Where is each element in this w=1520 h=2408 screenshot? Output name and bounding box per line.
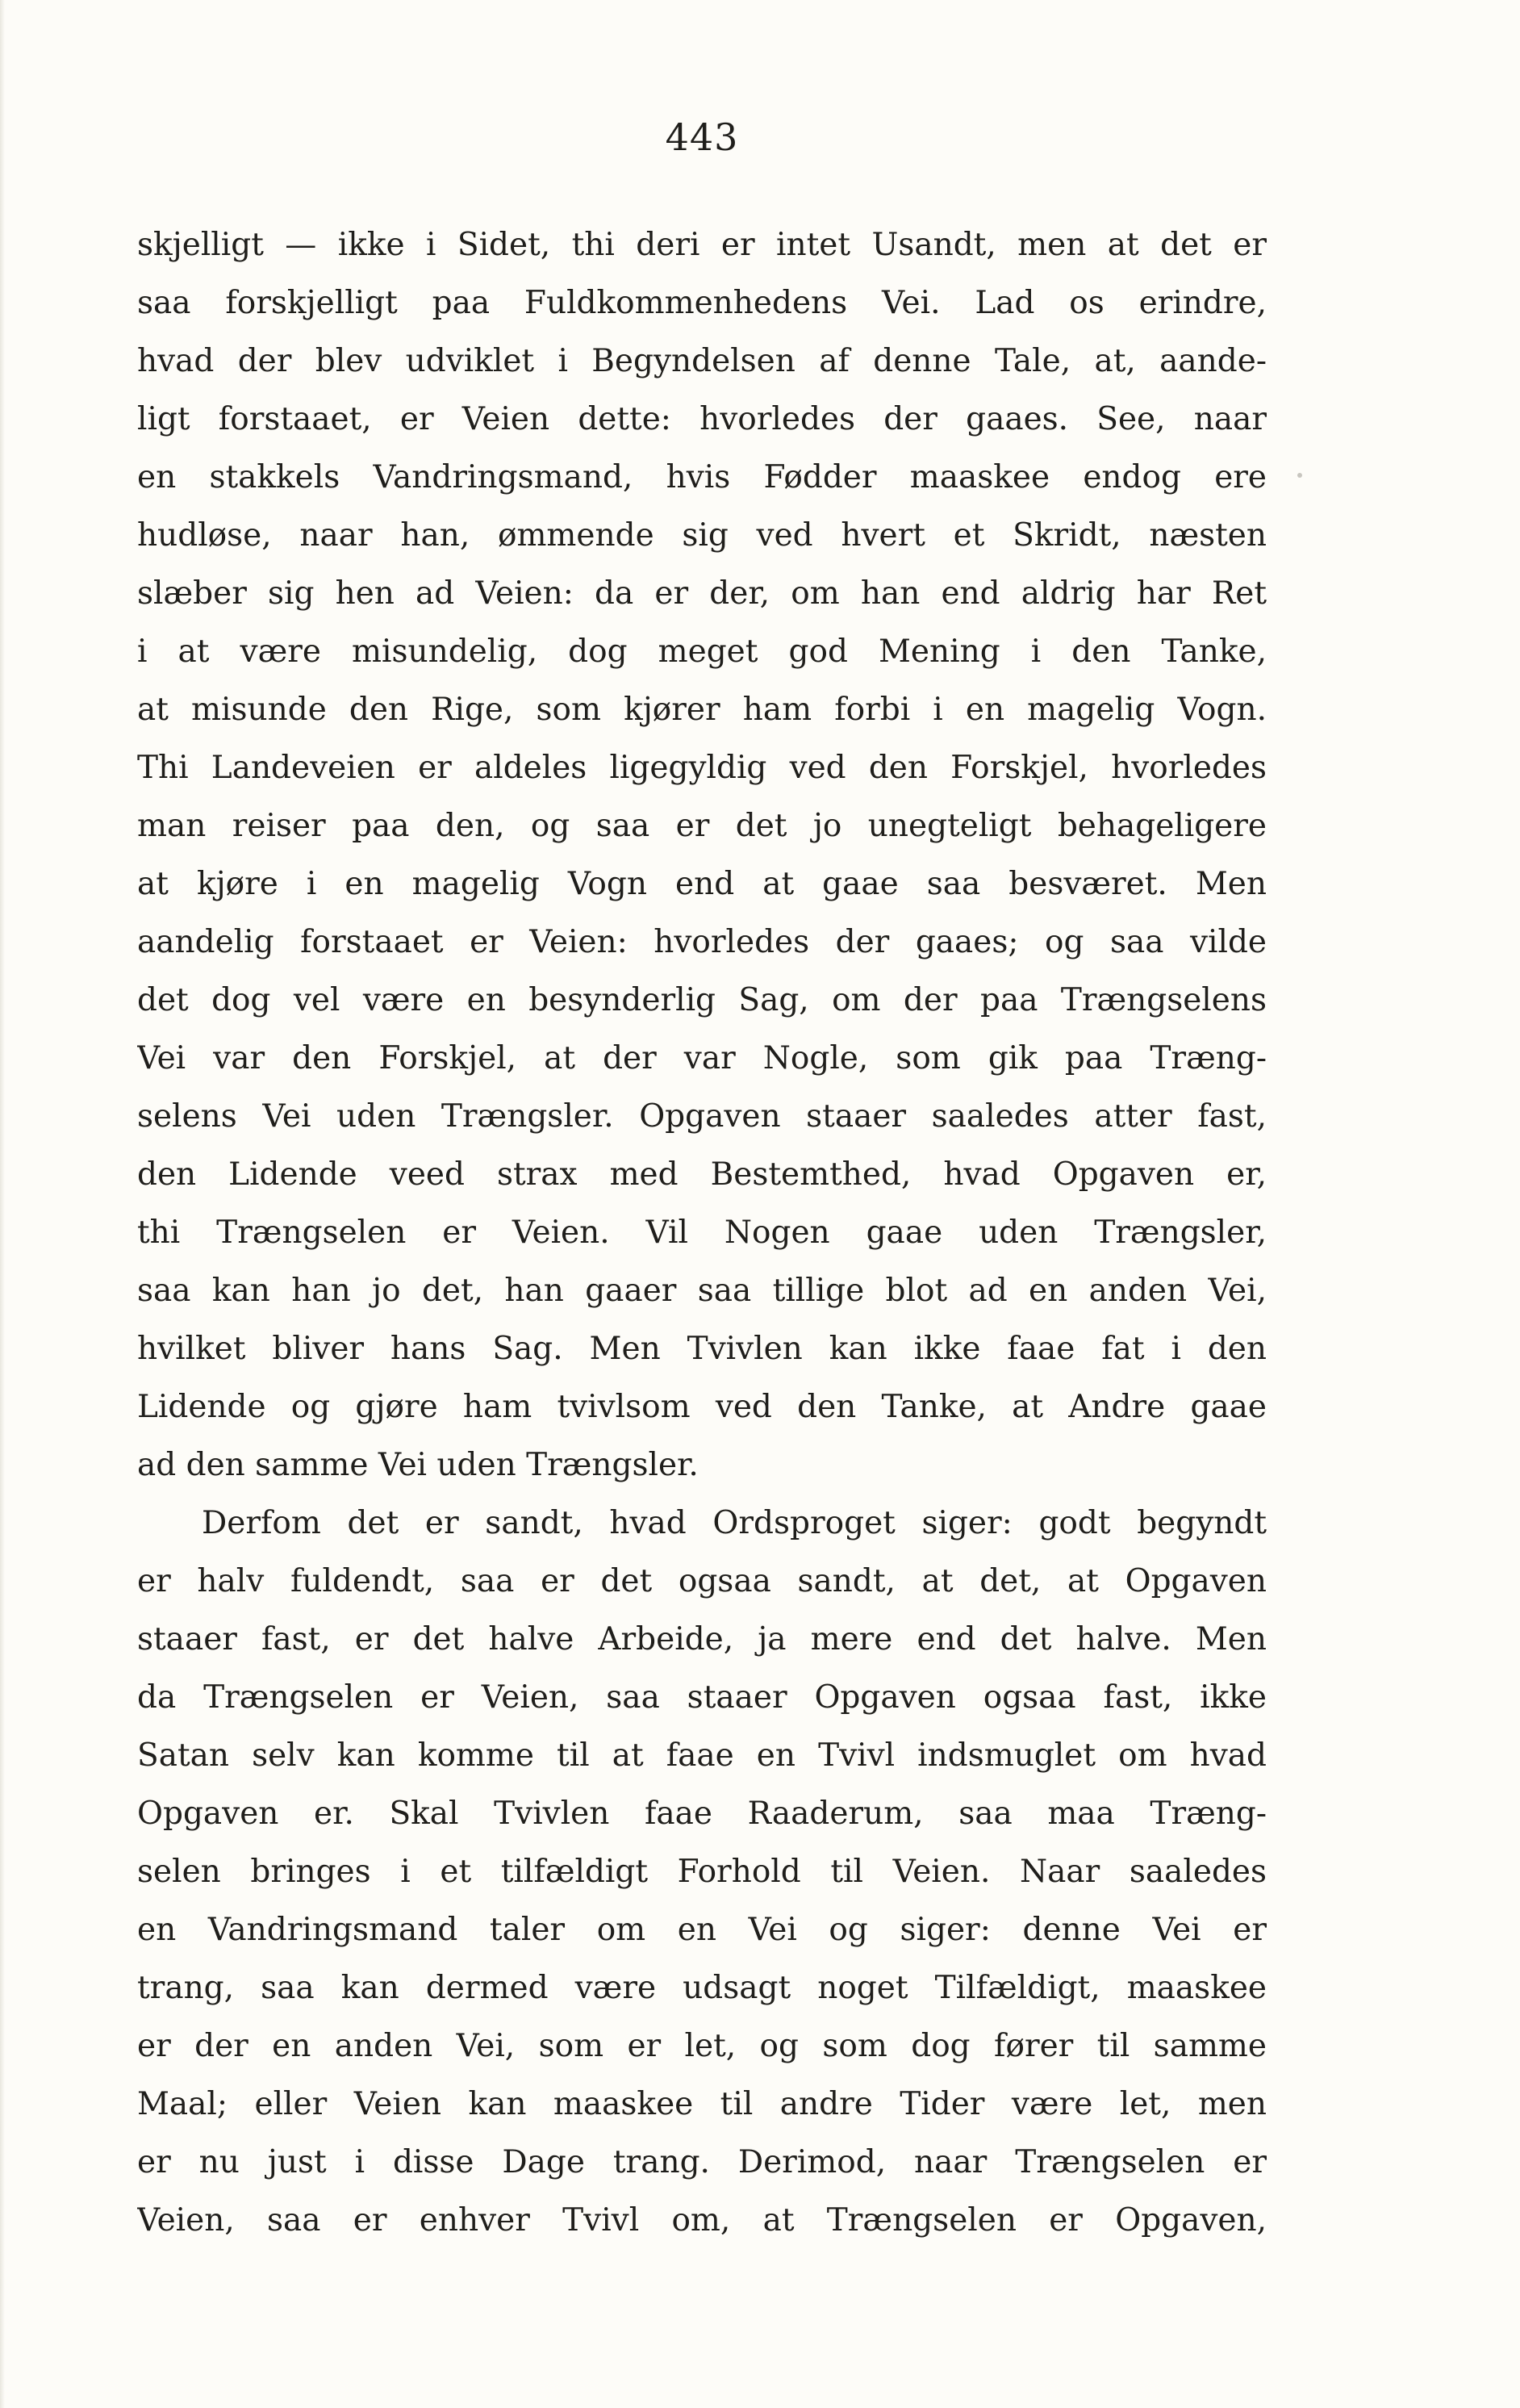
text-line: trang, saa kan dermed være udsagt noget Tilfældigt, maaskee xyxy=(137,1970,1267,2006)
page-number: 443 xyxy=(665,115,739,159)
text-line: Thi Landeveien er aldeles ligegyldig ved den Forskjel, hvorledes xyxy=(137,750,1267,786)
text-line: hudløse, naar han, ømmende sig ved hvert et Skridt, næsten xyxy=(137,517,1267,554)
text-line: Opgaven er. Skal Tvivlen faae Raaderum, saa maa Træng- xyxy=(137,1796,1267,1832)
text-line: i at være misundelig, dog meget god Mening i den Tanke, xyxy=(137,633,1267,670)
text-line: er nu just i disse Dage trang. Derimod, naar Trængselen er xyxy=(137,2144,1267,2180)
text-line: saa forskjelligt paa Fuldkommenhedens Vei. Lad os erindre, xyxy=(137,285,1267,321)
page-edge-shadow xyxy=(0,0,5,2408)
paragraph-start-line: Derfom det er sandt, hvad Ordsproget siger: godt begyndt xyxy=(202,1505,1267,1541)
text-line: er der en anden Vei, som er let, og som dog fører til samme xyxy=(137,2028,1267,2064)
text-line: en stakkels Vandringsmand, hvis Fødder maaskee endog ere xyxy=(137,459,1267,495)
margin-speck xyxy=(1297,473,1302,478)
text-line: ad den samme Vei uden Trængsler. xyxy=(137,1447,699,1483)
text-line: er halv fuldendt, saa er det ogsaa sandt, at det, at Opgaven xyxy=(137,1563,1267,1599)
text-line: man reiser paa den, og saa er det jo unegteligt behageligere xyxy=(137,808,1267,844)
text-line: hvad der blev udviklet i Begyndelsen af denne Tale, at, aande- xyxy=(137,343,1267,379)
text-line: den Lidende veed strax med Bestemthed, hvad Opgaven er, xyxy=(137,1156,1267,1193)
text-line: ligt forstaaet, er Veien dette: hvorledes der gaaes. See, naar xyxy=(137,401,1267,437)
text-line: Maal; eller Veien kan maaskee til andre Tider være let, men xyxy=(137,2086,1267,2122)
text-line: at misunde den Rige, som kjører ham forbi i en magelig Vogn. xyxy=(137,692,1267,728)
text-line: staaer fast, er det halve Arbeide, ja mere end det halve. Men xyxy=(137,1621,1267,1658)
text-line: slæber sig hen ad Veien: da er der, om han end aldrig har Ret xyxy=(137,575,1267,612)
text-line: selen bringes i et tilfældigt Forhold til Veien. Naar saaledes xyxy=(137,1854,1267,1890)
text-line: en Vandringsmand taler om en Vei og siger: denne Vei er xyxy=(137,1912,1267,1948)
text-line: at kjøre i en magelig Vogn end at gaae saa besværet. Men xyxy=(137,866,1267,902)
body-text xyxy=(137,216,1267,2250)
text-line: Lidende og gjøre ham tvivlsom ved den Tanke, at Andre gaae xyxy=(137,1389,1267,1425)
text-line: da Trængselen er Veien, saa staaer Opgaven ogsaa fast, ikke xyxy=(137,1679,1267,1716)
text-line: saa kan han jo det, han gaaer saa tillige blot ad en anden Vei, xyxy=(137,1273,1267,1309)
text-line: Vei var den Forskjel, at der var Nogle, som gik paa Træng- xyxy=(137,1040,1267,1076)
text-line: aandelig forstaaet er Veien: hvorledes der gaaes; og saa vilde xyxy=(137,924,1267,960)
text-line: hvilket bliver hans Sag. Men Tvivlen kan ikke faae fat i den xyxy=(137,1331,1267,1367)
text-line: skjelligt — ikke i Sidet, thi deri er intet Usandt, men at det er xyxy=(137,227,1267,263)
text-line: Veien, saa er enhver Tvivl om, at Trængselen er Opgaven, xyxy=(137,2202,1267,2239)
text-line: Satan selv kan komme til at faae en Tvivl indsmuglet om hvad xyxy=(137,1737,1267,1774)
text-line: det dog vel være en besynderlig Sag, om der paa Trængselens xyxy=(137,982,1267,1018)
text-line: thi Trængselen er Veien. Vil Nogen gaae uden Trængsler, xyxy=(137,1214,1267,1251)
text-line: selens Vei uden Trængsler. Opgaven staaer saaledes atter fast, xyxy=(137,1098,1267,1135)
